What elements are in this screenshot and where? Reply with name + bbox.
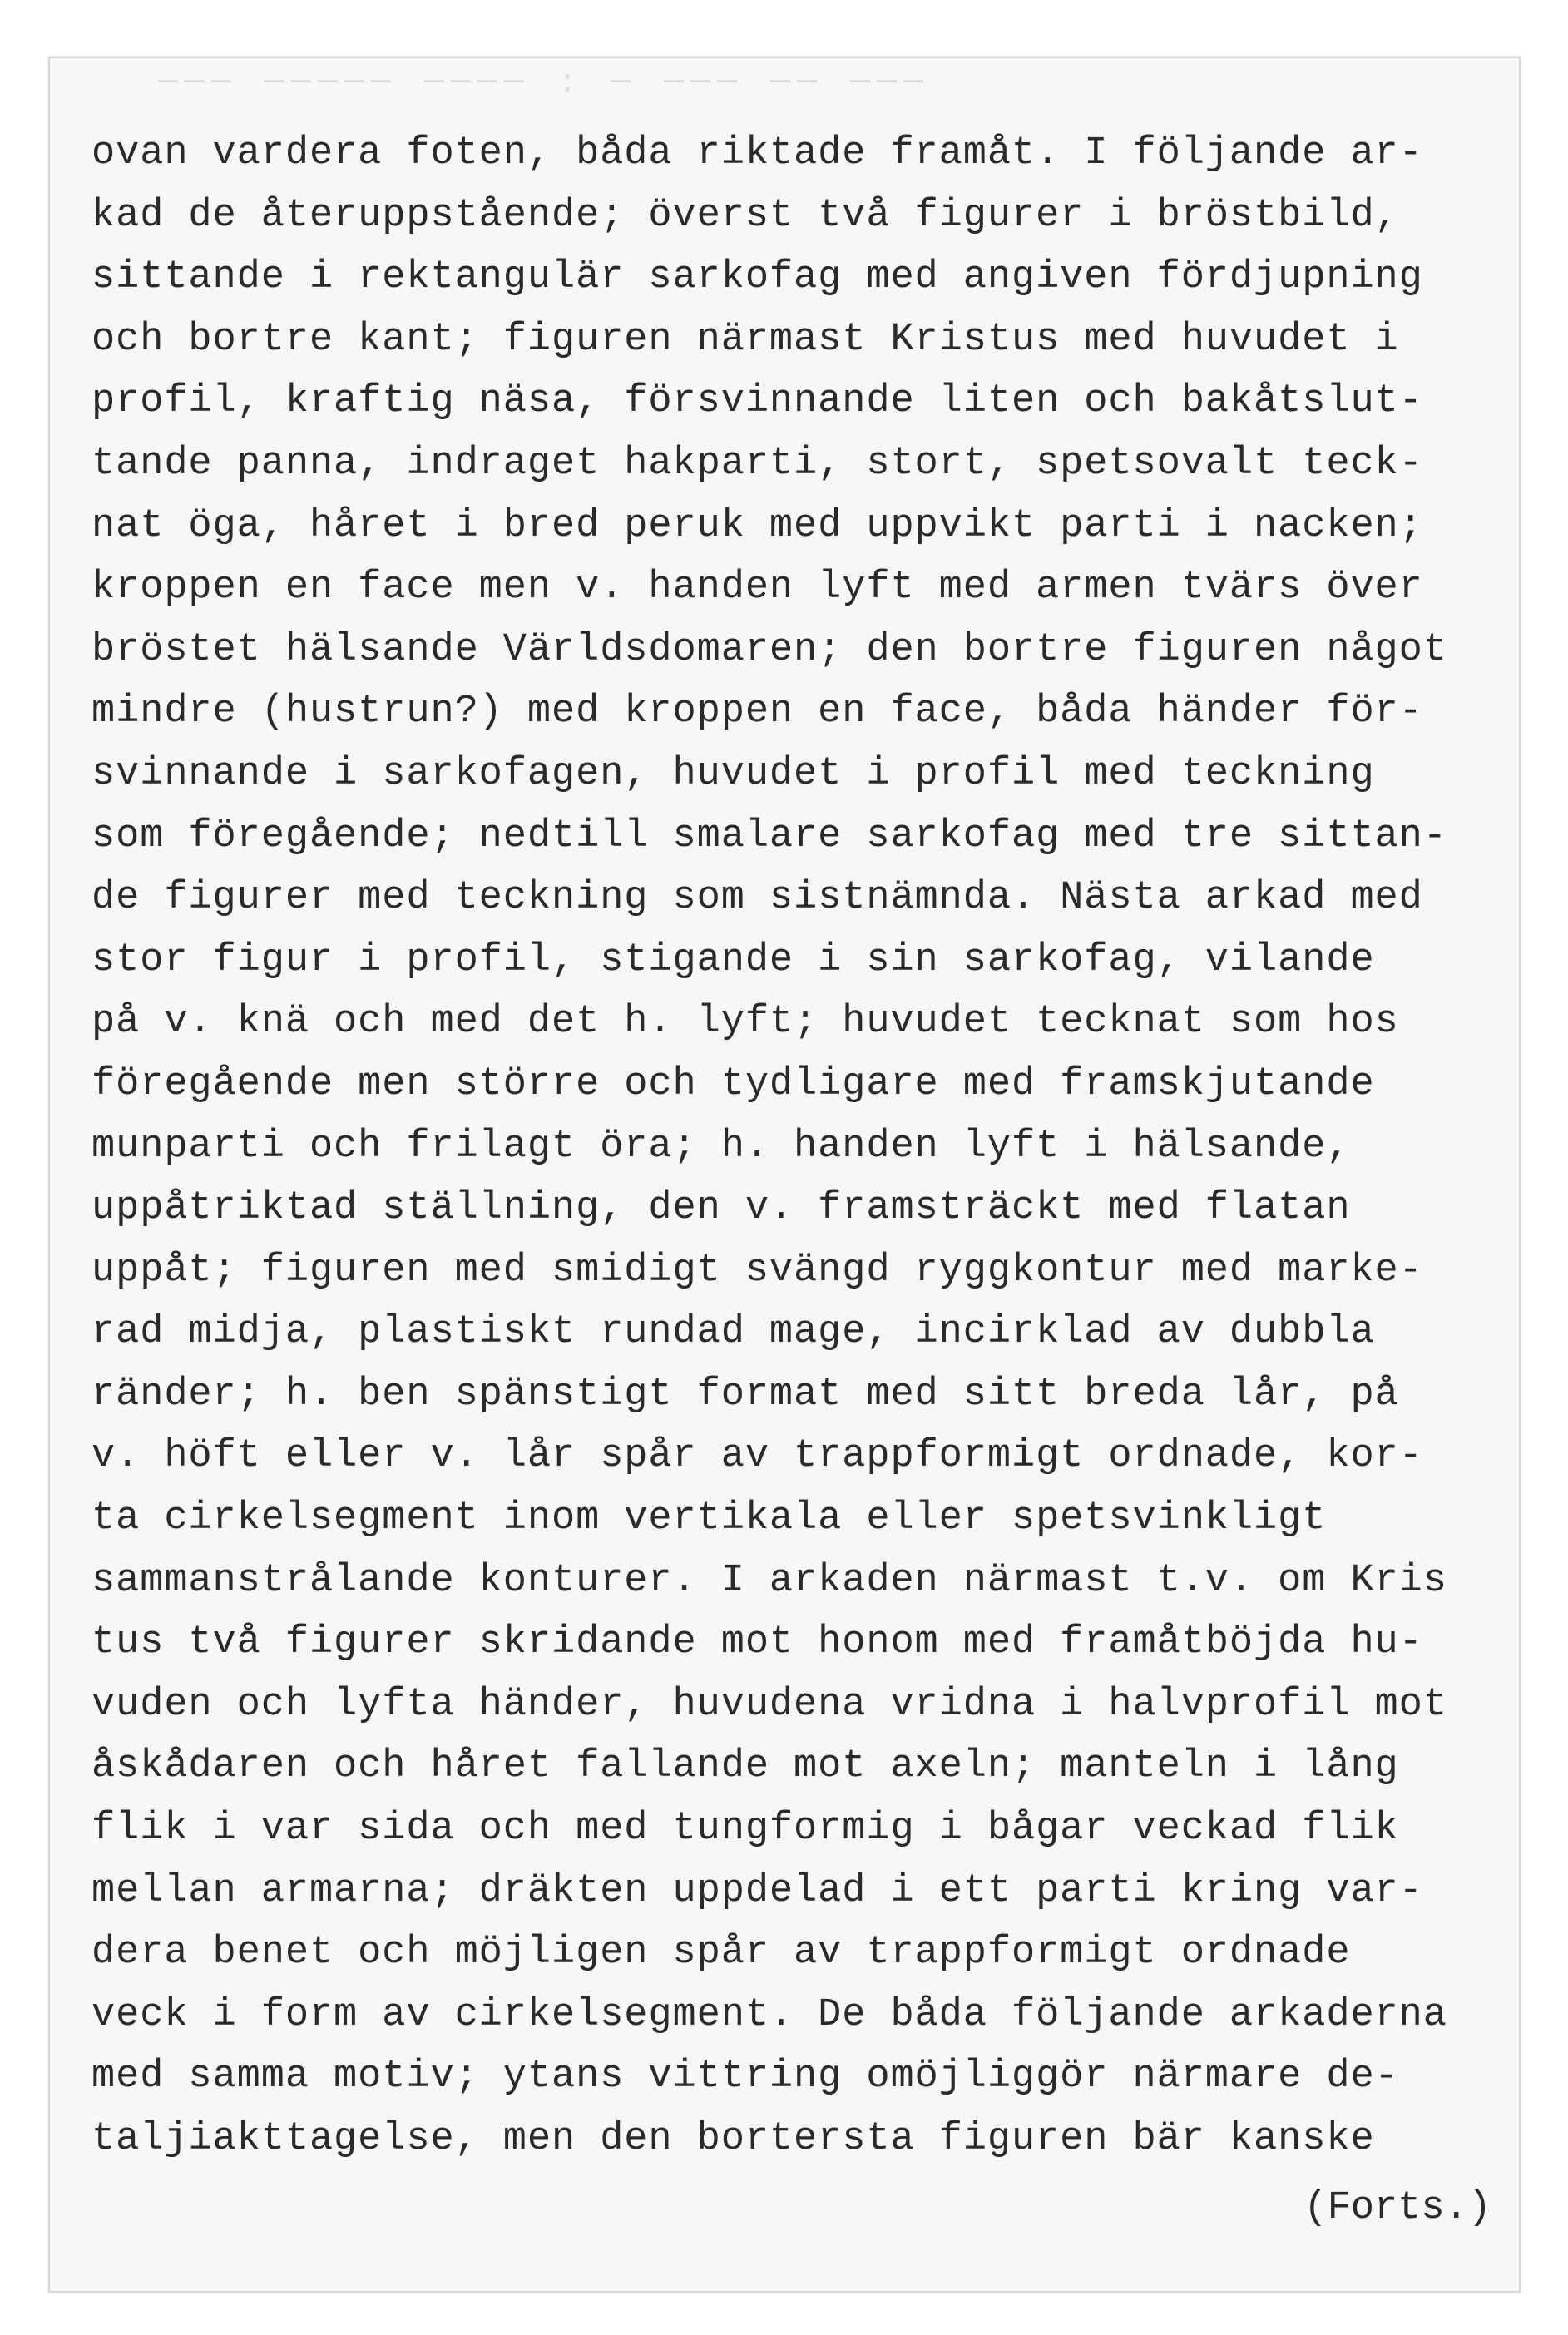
text-line: med samma motiv; ytans vittring omöjliggör närmare de- [92, 2055, 1399, 2100]
text-line: svinnande i sarkofagen, huvudet i profil med teckning [92, 751, 1375, 796]
text-line: vuden och lyfta händer, huvudena vridna i halvprofil mot [92, 1682, 1447, 1727]
text-line: rad midja, plastiskt rundad mage, incirklad av dubbla [92, 1310, 1375, 1355]
typed-text-body [92, 123, 1522, 2171]
text-line: v. höft eller v. lår spår av trappformigt ordnade, kor- [92, 1434, 1423, 1479]
text-line: taljiakttagelse, men den bortersta figuren bär kanske [92, 2117, 1375, 2161]
text-line: dera benet och möjligen spår av trappformigt ordnade [92, 1931, 1351, 1976]
text-line: ränder; h. ben spänstigt format med sitt breda lår, på [92, 1372, 1399, 1417]
text-line: profil, kraftig näsa, försvinnande liten och bakåtslut- [92, 379, 1423, 424]
text-line: tande panna, indraget hakparti, stort, spetsovalt teck- [92, 441, 1423, 486]
text-line: kroppen en face men v. handen lyft med armen tvärs över [92, 566, 1423, 611]
text-line: uppåtriktad ställning, den v. framsträckt med flatan [92, 1186, 1351, 1231]
text-line: föregående men större och tydligare med framskjutande [92, 1061, 1375, 1106]
faded-top-edge-marks: ─── ───── ──── : ─ ─── ── ─── [158, 65, 931, 98]
text-line: munparti och frilagt öra; h. handen lyft i hälsande, [92, 1124, 1351, 1169]
text-line: tus två figurer skridande mot honom med framåtböjda hu- [92, 1620, 1423, 1665]
text-line: flik i var sida och med tungformig i bågar veckad flik [92, 1807, 1399, 1852]
text-line: bröstet hälsande Världsdomaren; den bortre figuren något [92, 627, 1447, 672]
text-line: veck i form av cirkelsegment. De båda följande arkaderna [92, 1992, 1447, 2037]
text-line: de figurer med teckning som sistnämnda. Nästa arkad med [92, 876, 1423, 921]
text-line: kad de återuppstående; överst två figurer i bröstbild, [92, 193, 1399, 238]
text-line: mellan armarna; dräkten uppdelad i ett parti kring var- [92, 1868, 1423, 1913]
text-line: ovan vardera foten, båda riktade framåt. I följande ar- [92, 131, 1423, 176]
text-line: på v. knä och med det h. lyft; huvudet tecknat som hos [92, 1000, 1399, 1045]
text-line: stor figur i profil, stigande i sin sarkofag, vilande [92, 937, 1375, 982]
text-line: uppåt; figuren med smidigt svängd ryggkontur med marke- [92, 1248, 1423, 1293]
text-line: som föregående; nedtill smalare sarkofag med tre sittan- [92, 814, 1447, 858]
text-line: sammanstrålande konturer. I arkaden närmast t.v. om Kris [92, 1558, 1447, 1603]
text-line: sittande i rektangulär sarkofag med angiven fördjupning [92, 255, 1423, 300]
text-line: ta cirkelsegment inom vertikala eller spetsvinkligt [92, 1496, 1327, 1541]
continuation-note: (Forts.) [1303, 2186, 1491, 2230]
text-line: mindre (hustrun?) med kroppen en face, båda händer för- [92, 690, 1423, 735]
text-line: nat öga, håret i bred peruk med uppvikt parti i nacken; [92, 503, 1423, 548]
text-line: och bortre kant; figuren närmast Kristus med huvudet i [92, 317, 1399, 362]
text-line: åskådaren och håret fallande mot axeln; manteln i lång [92, 1744, 1399, 1789]
